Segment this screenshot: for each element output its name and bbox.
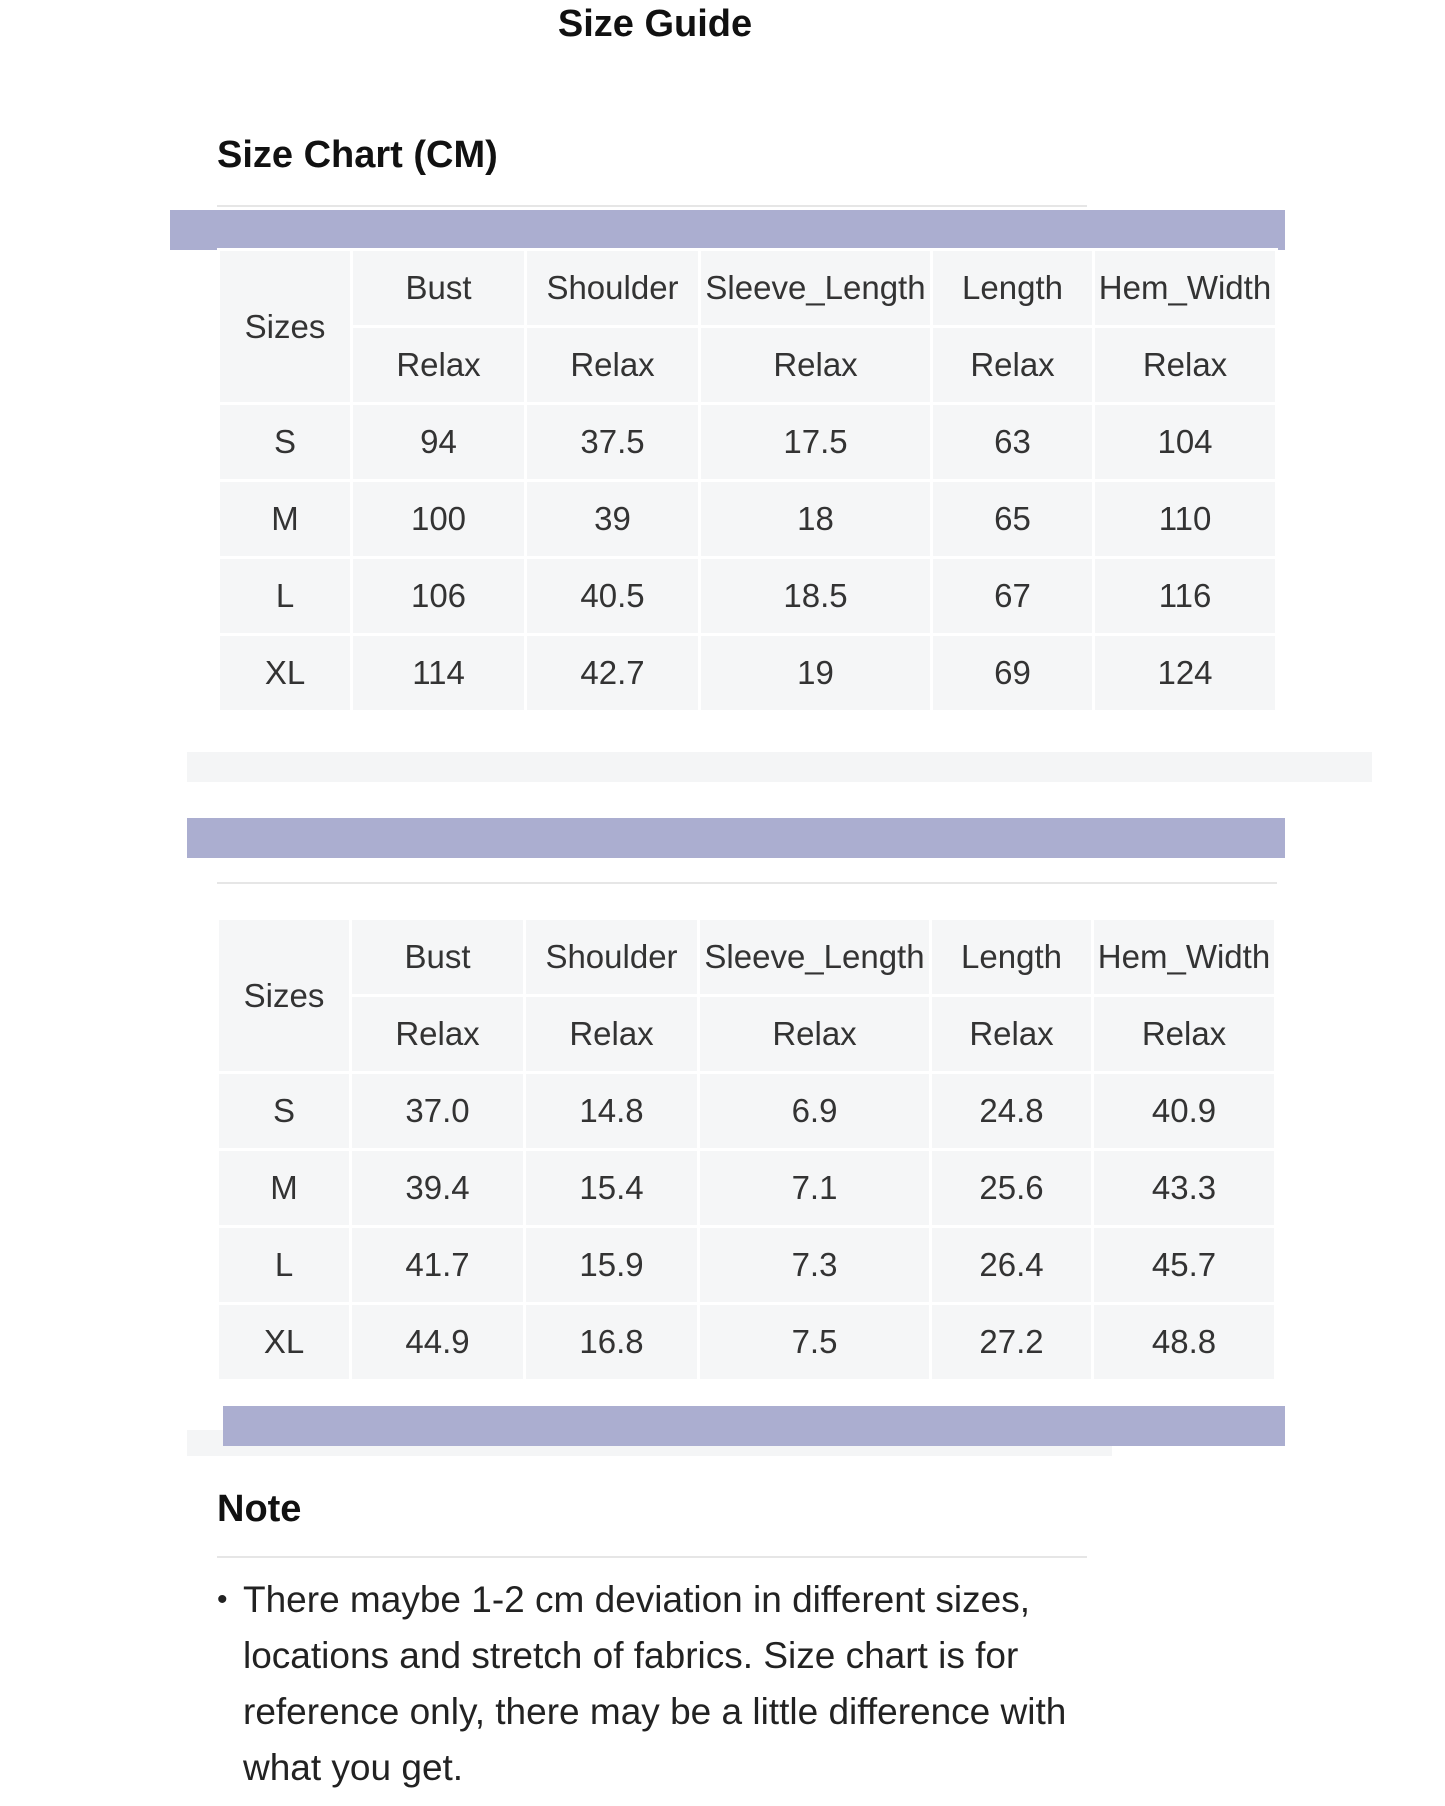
note-list bbox=[217, 1572, 1097, 1796]
column-header: Bust bbox=[352, 250, 526, 327]
fit-header: Relax bbox=[932, 327, 1094, 404]
sizes-header: Sizes bbox=[218, 919, 351, 1073]
table-row bbox=[218, 1150, 1276, 1227]
table-cell: 69 bbox=[932, 635, 1094, 712]
page-title: Size Guide bbox=[557, 3, 753, 45]
fit-header: Relax bbox=[700, 327, 932, 404]
table-cell: 43.3 bbox=[1093, 1150, 1276, 1227]
fit-header: Relax bbox=[699, 996, 931, 1073]
column-header: Hem_Width bbox=[1094, 250, 1277, 327]
column-header: Hem_Width bbox=[1093, 919, 1276, 996]
table-cell: 116 bbox=[1094, 558, 1277, 635]
accent-band bbox=[187, 818, 1285, 858]
table-row bbox=[219, 404, 1277, 481]
table-header-row bbox=[218, 919, 1276, 996]
fit-header: Relax bbox=[1094, 327, 1277, 404]
table-cell: 26.4 bbox=[931, 1227, 1093, 1304]
column-header: Bust bbox=[351, 919, 525, 996]
column-header: Length bbox=[931, 919, 1093, 996]
table-cell: 94 bbox=[352, 404, 526, 481]
size-label: S bbox=[219, 404, 352, 481]
table-row bbox=[218, 1304, 1276, 1381]
table-cell: 124 bbox=[1094, 635, 1277, 712]
table-cell: 37.5 bbox=[526, 404, 700, 481]
divider bbox=[217, 882, 1277, 884]
table-cell: 65 bbox=[932, 481, 1094, 558]
table-cell: 7.1 bbox=[699, 1150, 931, 1227]
fit-header: Relax bbox=[351, 996, 525, 1073]
column-header: Shoulder bbox=[526, 250, 700, 327]
table-cell: 7.3 bbox=[699, 1227, 931, 1304]
table-cell: 18.5 bbox=[700, 558, 932, 635]
table-cell: 40.5 bbox=[526, 558, 700, 635]
table-cell: 110 bbox=[1094, 481, 1277, 558]
table-row bbox=[218, 1227, 1276, 1304]
size-label: S bbox=[218, 1073, 351, 1150]
divider bbox=[217, 1556, 1087, 1558]
table-header-row bbox=[219, 250, 1277, 327]
table-cell: 17.5 bbox=[700, 404, 932, 481]
table-cell: 27.2 bbox=[931, 1304, 1093, 1381]
table-subheader-row bbox=[218, 996, 1276, 1073]
fit-header: Relax bbox=[1093, 996, 1276, 1073]
table-cell: 42.7 bbox=[526, 635, 700, 712]
table-row bbox=[219, 558, 1277, 635]
table-cell: 19 bbox=[700, 635, 932, 712]
table-cell: 14.8 bbox=[525, 1073, 699, 1150]
size-label: L bbox=[218, 1227, 351, 1304]
table-cell: 106 bbox=[352, 558, 526, 635]
table-cell: 15.4 bbox=[525, 1150, 699, 1227]
table-cell: 7.5 bbox=[699, 1304, 931, 1381]
table-cell: 67 bbox=[932, 558, 1094, 635]
table-subheader-row bbox=[219, 327, 1277, 404]
note-item: • There maybe 1-2 cm deviation in different sizes, locations and stretch of fabrics. Size chart is for reference only, there may be a little difference with what you get. bbox=[217, 1572, 1097, 1796]
table-cell: 6.9 bbox=[699, 1073, 931, 1150]
table-row bbox=[218, 1073, 1276, 1150]
sizes-header: Sizes bbox=[219, 250, 352, 404]
fit-header: Relax bbox=[526, 327, 700, 404]
fit-header: Relax bbox=[352, 327, 526, 404]
table-cell: 18 bbox=[700, 481, 932, 558]
table-row bbox=[219, 635, 1277, 712]
table-cell: 104 bbox=[1094, 404, 1277, 481]
section-title: Size Chart (CM) bbox=[217, 134, 498, 176]
table-cell: 37.0 bbox=[351, 1073, 525, 1150]
table-cell: 63 bbox=[932, 404, 1094, 481]
table-cell: 16.8 bbox=[525, 1304, 699, 1381]
accent-band bbox=[223, 1406, 1285, 1446]
size-label: M bbox=[219, 481, 352, 558]
spacer-band bbox=[187, 752, 1372, 782]
column-header: Sleeve_Length bbox=[699, 919, 931, 996]
table-cell: 39 bbox=[526, 481, 700, 558]
column-header: Sleeve_Length bbox=[700, 250, 932, 327]
table-cell: 15.9 bbox=[525, 1227, 699, 1304]
size-table-2 bbox=[216, 917, 1277, 1382]
table-cell: 48.8 bbox=[1093, 1304, 1276, 1381]
size-label: XL bbox=[219, 635, 352, 712]
table-cell: 114 bbox=[352, 635, 526, 712]
fit-header: Relax bbox=[525, 996, 699, 1073]
table-cell: 25.6 bbox=[931, 1150, 1093, 1227]
column-header: Length bbox=[932, 250, 1094, 327]
size-label: L bbox=[219, 558, 352, 635]
table-cell: 44.9 bbox=[351, 1304, 525, 1381]
note-title: Note bbox=[217, 1488, 302, 1530]
column-header: Shoulder bbox=[525, 919, 699, 996]
fit-header: Relax bbox=[931, 996, 1093, 1073]
table-row bbox=[219, 481, 1277, 558]
table-cell: 45.7 bbox=[1093, 1227, 1276, 1304]
divider bbox=[217, 205, 1087, 207]
accent-band bbox=[170, 210, 1285, 250]
size-table-1 bbox=[217, 248, 1278, 713]
table-cell: 41.7 bbox=[351, 1227, 525, 1304]
table-cell: 24.8 bbox=[931, 1073, 1093, 1150]
table-cell: 40.9 bbox=[1093, 1073, 1276, 1150]
size-label: M bbox=[218, 1150, 351, 1227]
size-label: XL bbox=[218, 1304, 351, 1381]
table-cell: 100 bbox=[352, 481, 526, 558]
table-cell: 39.4 bbox=[351, 1150, 525, 1227]
